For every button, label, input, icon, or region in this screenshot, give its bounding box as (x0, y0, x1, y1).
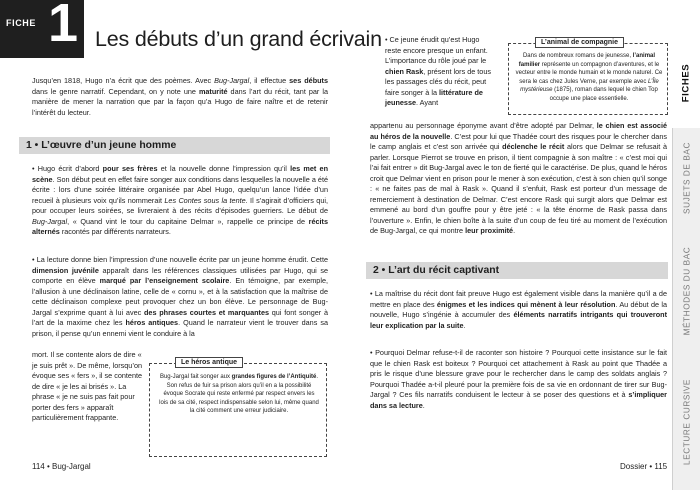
section-1-paragraph-2-end: mort. Il se contente alors de dire « je suis prêt ». De même, lorsqu’on évoque ses « fers », il se contente de dire « je les ai brisés ». La phrase « je ne suis pas fait pour porter des fers » apparaît particulièrement frappante. (32, 350, 143, 423)
box-animal-label: L’animal de compagnie (535, 37, 624, 48)
section-1-heading: 1 • L’œuvre d’un jeune homme (19, 137, 330, 154)
sidebar-box-animal (508, 39, 668, 115)
section-2-heading: 2 • L’art du récit captivant (366, 262, 668, 279)
footer-right: Dossier • 115 (620, 462, 668, 471)
fiche-label: FICHE (6, 18, 36, 28)
col2-main-paragraph: appartenu au personnage éponyme avant d’être adopté par Delmar, le chien est associé au héros de la nouvelle. C’est pour lui que Thadée court des risques pour le chercher dans le camp anglais et c’est son arrivée qui déclenche le récit alors que Delmar se refusait à parler. Lorsque Pierrot se trouve en prison, il tient compagnie à son maître : « c’est moi qui l’ai fait entrer » dit Bug-Jargal avec le ton de fierté qui le caractérise. De plus, quand le héros croit que Delmar vient en prison pour le mener à son exécution, c’est à son chien qu’il songe : « ne faites pas de mal à Rask ». Quand il s’enfuit, Rask est porteur d’un message de remerciement à destination de Delmar. C’est encore Rask qui surgit alors que Delmar est emmené au bord d’un gouffre pour y être jeté : « la tête énorme de Rask passa dans l’ouverture ». Enfin, le chien boîte à la suite d’un coup de feu tiré au moment de l’exécution de Bug-Jargal, ce qui montre leur proximité. (370, 121, 668, 236)
intro-paragraph: Jusqu’en 1818, Hugo n’a écrit que des poèmes. Avec Bug-Jargal, il effectue ses débuts dans le genre narratif. Cependant, on y note une maturité dans l’art du récit, tant par la manière de mener la narration que par la façon qu’a Hugo de faire naître et de retenir l’intérêt du lecteur. (32, 76, 328, 117)
col2-intro-paragraph: • Ce jeune érudit qu’est Hugo reste encore presque un enfant. L’importance du rôle joué par le chien Rask, présent lors de tous les passages clés du récit, peut faire songer à la littérature de jeunesse. Ayant (385, 35, 492, 108)
footer-left: 114 • Bug-Jargal (32, 462, 91, 471)
side-tab-fiches-label: FICHES (680, 63, 692, 103)
side-tab-sujets[interactable] (672, 128, 700, 228)
box-animal-text: Dans de nombreux romans de jeunesse, l’animal familier représente un compagnon d’aventures, et le vecteur entre le monde humain et le monde naturel. Ce sera le cas chez Jules Verne, par exemple avec L’Île mystérieuse (1875), roman dans lequel le chien Top occupe une place essentielle. (515, 53, 663, 102)
side-tab-methodes-label: MÉTHODES DU BAC (682, 246, 691, 335)
section-2-paragraph-1: • La maîtrise du récit dont fait preuve Hugo est également visible dans la manière qu’il a de mettre en place des énigmes et les indices qui mènent à leur résolution. Au début de la nouvelle, Hugo s’ingénie à accumuler des éléments narratifs intrigants qui trouveront leur explication par la suite. (370, 289, 667, 330)
fiche-tab (0, 0, 84, 58)
side-tab-methodes[interactable] (672, 228, 700, 353)
side-tab-lecture-label: LECTURE CURSIVE (682, 378, 691, 465)
box-heros-text: Bug-Jargal fait songer aux grandes figures de l’Antiquité. Son refus de fuir sa prison alors qu’il en a la possibilité évoque Socrate qui reste enfermé par respect envers les lois de sa cité, respect indispensable selon lui, même quand la cité comment une erreur judiciaire. (159, 374, 319, 415)
fiche-number: 1 (48, 0, 79, 53)
section-1-paragraph-2: • La lecture donne bien l’impression d’une nouvelle écrite par un jeune homme érudit. Cette dimension juvénile apparaît dans les références classiques utilisées par Hugo, qui se comporte en élève marqué par l’enseignement scolaire. En témoigne, par exemple, l’allusion à une déclinaison latine, celle de « cornu », et à la satisfaction que la maîtrise de cette déclinaison complexe peut provoquer chez un bon élève. Le personnage de Bug-Jargal s’exprime quant à lui avec des phrases courtes et marquantes qui font songer à l’art de la maxime chez les héros antiques. Quand le narrateur vient le trouver dans sa prison, il pense qu’un ennemi vient le conduire à la (32, 255, 329, 338)
side-tab-lecture[interactable] (672, 353, 700, 490)
side-tab-sujets-label: SUJETS DE BAC (682, 142, 691, 214)
side-tab-fiches[interactable] (672, 38, 700, 128)
section-2-paragraph-2: • Pourquoi Delmar refuse-t-il de raconter son histoire ? Pourquoi cette insistance sur le fait que le chien Rask est boiteux ? Pourquoi cet attachement à Rask au point que Thadée a pris le risque d’une blessure grave pour le rechercher dans le camp des soldats anglais ? Pourquoi Thadée a-t-il pleuré pour la première fois de sa vie en ordonnant de tirer sur Bug-Jargal ? Ces fils narratifs conduisent le lecteur à se poser des questions et à s’impliquer dans sa lecture. (370, 348, 667, 410)
sidebar-box-heros (149, 359, 327, 457)
page-title: Les débuts d’un grand écrivain (95, 27, 382, 51)
section-1-paragraph-1: • Hugo écrit d’abord pour ses frères et la nouvelle donne l’impression qu’il les met en scène. Son début peut en effet faire songer aux conditions dans lesquelles la nouvelle a été écrite : lors d’une soirée littéraire organisée par Abel Hugo, quelqu’un lance l’idée d’un recueil à plusieurs voix qu’ils nommerait Les Contes sous la tente. Il s’agirait d’officiers qui, pour occuper leurs soirées, se livreraient à des récits d’épisodes guerriers. Le début de Bug-Jargal, « Quand vint le tour du capitaine Delmar », rappelle ce principe de récits alternés racontés par différents narrateurs. (32, 164, 328, 237)
box-heros-label: Le héros antique (175, 357, 243, 368)
